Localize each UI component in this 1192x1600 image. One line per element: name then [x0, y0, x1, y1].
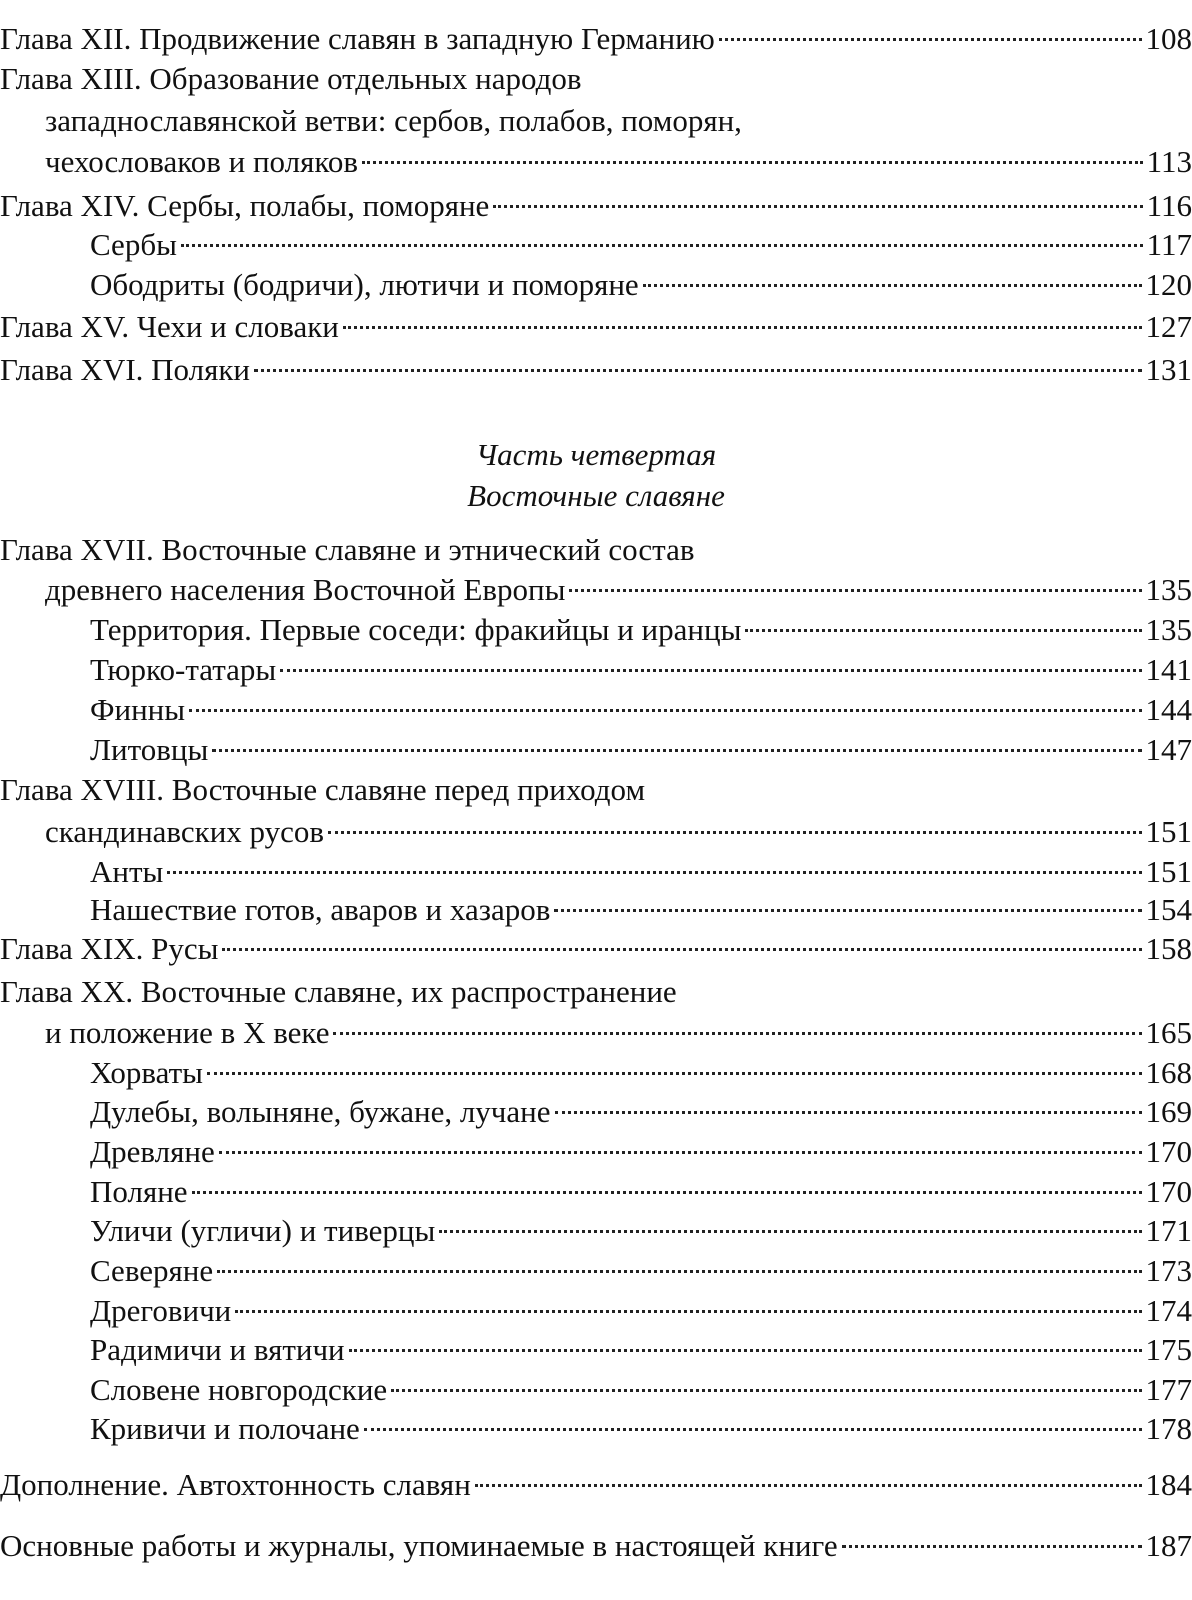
toc-entry-title: Дреговичи — [90, 1293, 232, 1328]
toc-entry-title: Дулебы, волыняне, бужане, лучане — [90, 1094, 551, 1129]
toc-entry — [0, 1292, 1192, 1330]
toc-entry — [0, 1093, 1192, 1131]
toc-entry-page: 170 — [1145, 1134, 1192, 1169]
dot-leader — [745, 629, 1141, 632]
dot-leader — [842, 1545, 1142, 1548]
toc-entry — [0, 1410, 1192, 1448]
dot-leader — [280, 669, 1141, 672]
toc-entry-page: 174 — [1145, 1293, 1192, 1328]
toc-entry — [0, 813, 1192, 851]
part-number-heading: Часть четвертая — [475, 437, 717, 472]
toc-entry — [0, 571, 1192, 609]
toc-entry-page: 117 — [1146, 227, 1192, 262]
toc-entry-title: Глава XVI. Поляки — [0, 352, 251, 387]
dot-leader — [719, 38, 1142, 41]
toc-entry-title: и положение в X веке — [45, 1015, 330, 1050]
toc-entry — [0, 973, 1192, 1011]
toc-entry — [0, 891, 1192, 929]
toc-entry-title: Глава XII. Продвижение славян в западную Германию — [0, 21, 715, 56]
toc-entry-title: древнего населения Восточной Европы — [45, 572, 566, 607]
toc-entry-title: Поляне — [90, 1174, 188, 1209]
toc-entry-title: Анты — [90, 854, 164, 889]
toc-entry-page: 127 — [1145, 309, 1192, 344]
toc-entry — [0, 691, 1192, 729]
toc-entry — [0, 611, 1192, 649]
toc-entry — [0, 1212, 1192, 1250]
toc-entry — [0, 102, 1192, 140]
toc-entry — [0, 1252, 1192, 1290]
toc-entry — [0, 1054, 1192, 1092]
toc-entry-page: 175 — [1145, 1332, 1192, 1367]
toc-entry-title: западнославянской ветви: сербов, полабов, поморян, — [45, 103, 742, 138]
toc-entry-title: Глава XIV. Сербы, полабы, поморяне — [0, 188, 490, 223]
toc-entry — [0, 1371, 1192, 1409]
toc-entry-title: Словене новгородские — [90, 1372, 388, 1407]
toc-entry — [0, 651, 1192, 689]
part-title-heading: Восточные славяне — [467, 478, 725, 513]
toc-entry-page: 151 — [1145, 814, 1192, 849]
dot-leader — [569, 589, 1141, 592]
toc-entry-page: 177 — [1145, 1372, 1192, 1407]
dot-leader — [555, 1111, 1142, 1114]
toc-entry — [0, 1527, 1192, 1565]
toc-entry-title: Нашествие готов, аваров и хазаров — [90, 892, 551, 927]
dot-leader — [362, 161, 1143, 164]
dot-leader — [439, 1230, 1141, 1233]
toc-entry — [0, 1173, 1192, 1211]
toc-entry-title: Глава XV. Чехи и словаки — [0, 309, 339, 344]
toc-entry — [0, 187, 1192, 225]
dot-leader — [189, 709, 1141, 712]
toc-entry-page: 144 — [1145, 692, 1192, 727]
toc-entry-title: Территория. Первые соседи: фракийцы и иранцы — [90, 612, 742, 647]
toc-entry — [0, 731, 1192, 769]
toc-entry-title: Глава XIX. Русы — [0, 931, 219, 966]
toc-entry — [0, 226, 1192, 264]
toc-entry-title: Глава XVIII. Восточные славяне перед приходом — [0, 772, 646, 807]
toc-entry-page: 116 — [1146, 188, 1192, 223]
dot-leader — [475, 1484, 1142, 1487]
toc-entry-title: Северяне — [90, 1253, 214, 1288]
toc-entry — [0, 853, 1192, 891]
dot-leader — [364, 1428, 1142, 1431]
toc-entry — [0, 60, 1192, 98]
toc-entry — [0, 308, 1192, 346]
toc-entry-page: 158 — [1145, 931, 1192, 966]
dot-leader — [167, 871, 1141, 874]
dot-leader — [222, 948, 1141, 951]
toc-entry — [0, 1014, 1192, 1052]
toc-entry-page: 131 — [1145, 352, 1192, 387]
toc-entry-page: 135 — [1145, 572, 1192, 607]
dot-leader — [349, 1349, 1142, 1352]
toc-entry-title: Финны — [90, 692, 186, 727]
toc-entry-page: 173 — [1145, 1253, 1192, 1288]
toc-entry-title: Хорваты — [90, 1055, 203, 1090]
toc-entry-page: 135 — [1145, 612, 1192, 647]
toc-entry-title: скандинавских русов — [45, 814, 325, 849]
toc-entry — [0, 1133, 1192, 1171]
toc-entry-page: 147 — [1145, 732, 1192, 767]
toc-entry-page: 187 — [1145, 1528, 1192, 1563]
toc-entry-title: Уличи (угличи) и тиверцы — [90, 1213, 436, 1248]
toc-entry — [0, 930, 1192, 968]
toc-entry-title: Глава XVII. Восточные славяне и этнический состав — [0, 532, 695, 567]
toc-entry — [0, 143, 1192, 181]
dot-leader — [181, 244, 1143, 247]
toc-entry-title: чехословаков и поляков — [45, 144, 358, 179]
toc-entry-title: Глава XX. Восточные славяне, их распространение — [0, 974, 677, 1009]
toc-entry — [0, 1331, 1192, 1369]
toc-entry-page: 178 — [1145, 1411, 1192, 1446]
toc-entry-title: Тюрко-татары — [90, 652, 277, 687]
toc-entry — [0, 266, 1192, 304]
toc-entry-title: Ободриты (бодричи), лютичи и поморяне — [90, 267, 639, 302]
toc-entry-page: 184 — [1145, 1467, 1192, 1502]
toc-entry — [0, 1466, 1192, 1504]
toc-entry-page: 151 — [1145, 854, 1192, 889]
toc-entry-page: 108 — [1145, 21, 1192, 56]
toc-entry-page: 169 — [1145, 1094, 1192, 1129]
toc-entry — [0, 351, 1192, 389]
dot-leader — [343, 326, 1142, 329]
dot-leader — [391, 1389, 1141, 1392]
dot-leader — [192, 1191, 1142, 1194]
toc-entry-page: 171 — [1145, 1213, 1192, 1248]
dot-leader — [254, 369, 1141, 372]
toc-entry — [0, 531, 1192, 569]
toc-entry-page: 141 — [1145, 652, 1192, 687]
toc-entry-title: Литовцы — [90, 732, 209, 767]
dot-leader — [212, 749, 1141, 752]
toc-entry-title: Глава XIII. Образование отдельных народов — [0, 61, 582, 96]
toc-entry-title: Радимичи и вятичи — [90, 1332, 345, 1367]
toc-entry-page: 170 — [1145, 1174, 1192, 1209]
toc-entry-page: 168 — [1145, 1055, 1192, 1090]
toc-entry-page: 165 — [1145, 1015, 1192, 1050]
toc-entry — [0, 20, 1192, 58]
dot-leader — [554, 909, 1141, 912]
toc-entry-title: Древляне — [90, 1134, 215, 1169]
toc-entry-page: 113 — [1146, 144, 1192, 179]
toc-entry-title: Кривичи и полочане — [90, 1411, 360, 1446]
toc-entry-title: Дополнение. Автохтонность славян — [0, 1467, 471, 1502]
toc-entry-page: 120 — [1145, 267, 1192, 302]
dot-leader — [235, 1310, 1141, 1313]
toc-entry-page: 154 — [1145, 892, 1192, 927]
toc-entry — [0, 771, 1192, 809]
dot-leader — [493, 205, 1142, 208]
toc-entry-title: Сербы — [90, 227, 177, 262]
dot-leader — [333, 1032, 1141, 1035]
dot-leader — [207, 1072, 1142, 1075]
toc-entry-title: Основные работы и журналы, упоминаемые в настоящей книге — [0, 1528, 838, 1563]
dot-leader — [217, 1270, 1141, 1273]
dot-leader — [219, 1151, 1142, 1154]
dot-leader — [643, 284, 1142, 287]
dot-leader — [328, 831, 1141, 834]
